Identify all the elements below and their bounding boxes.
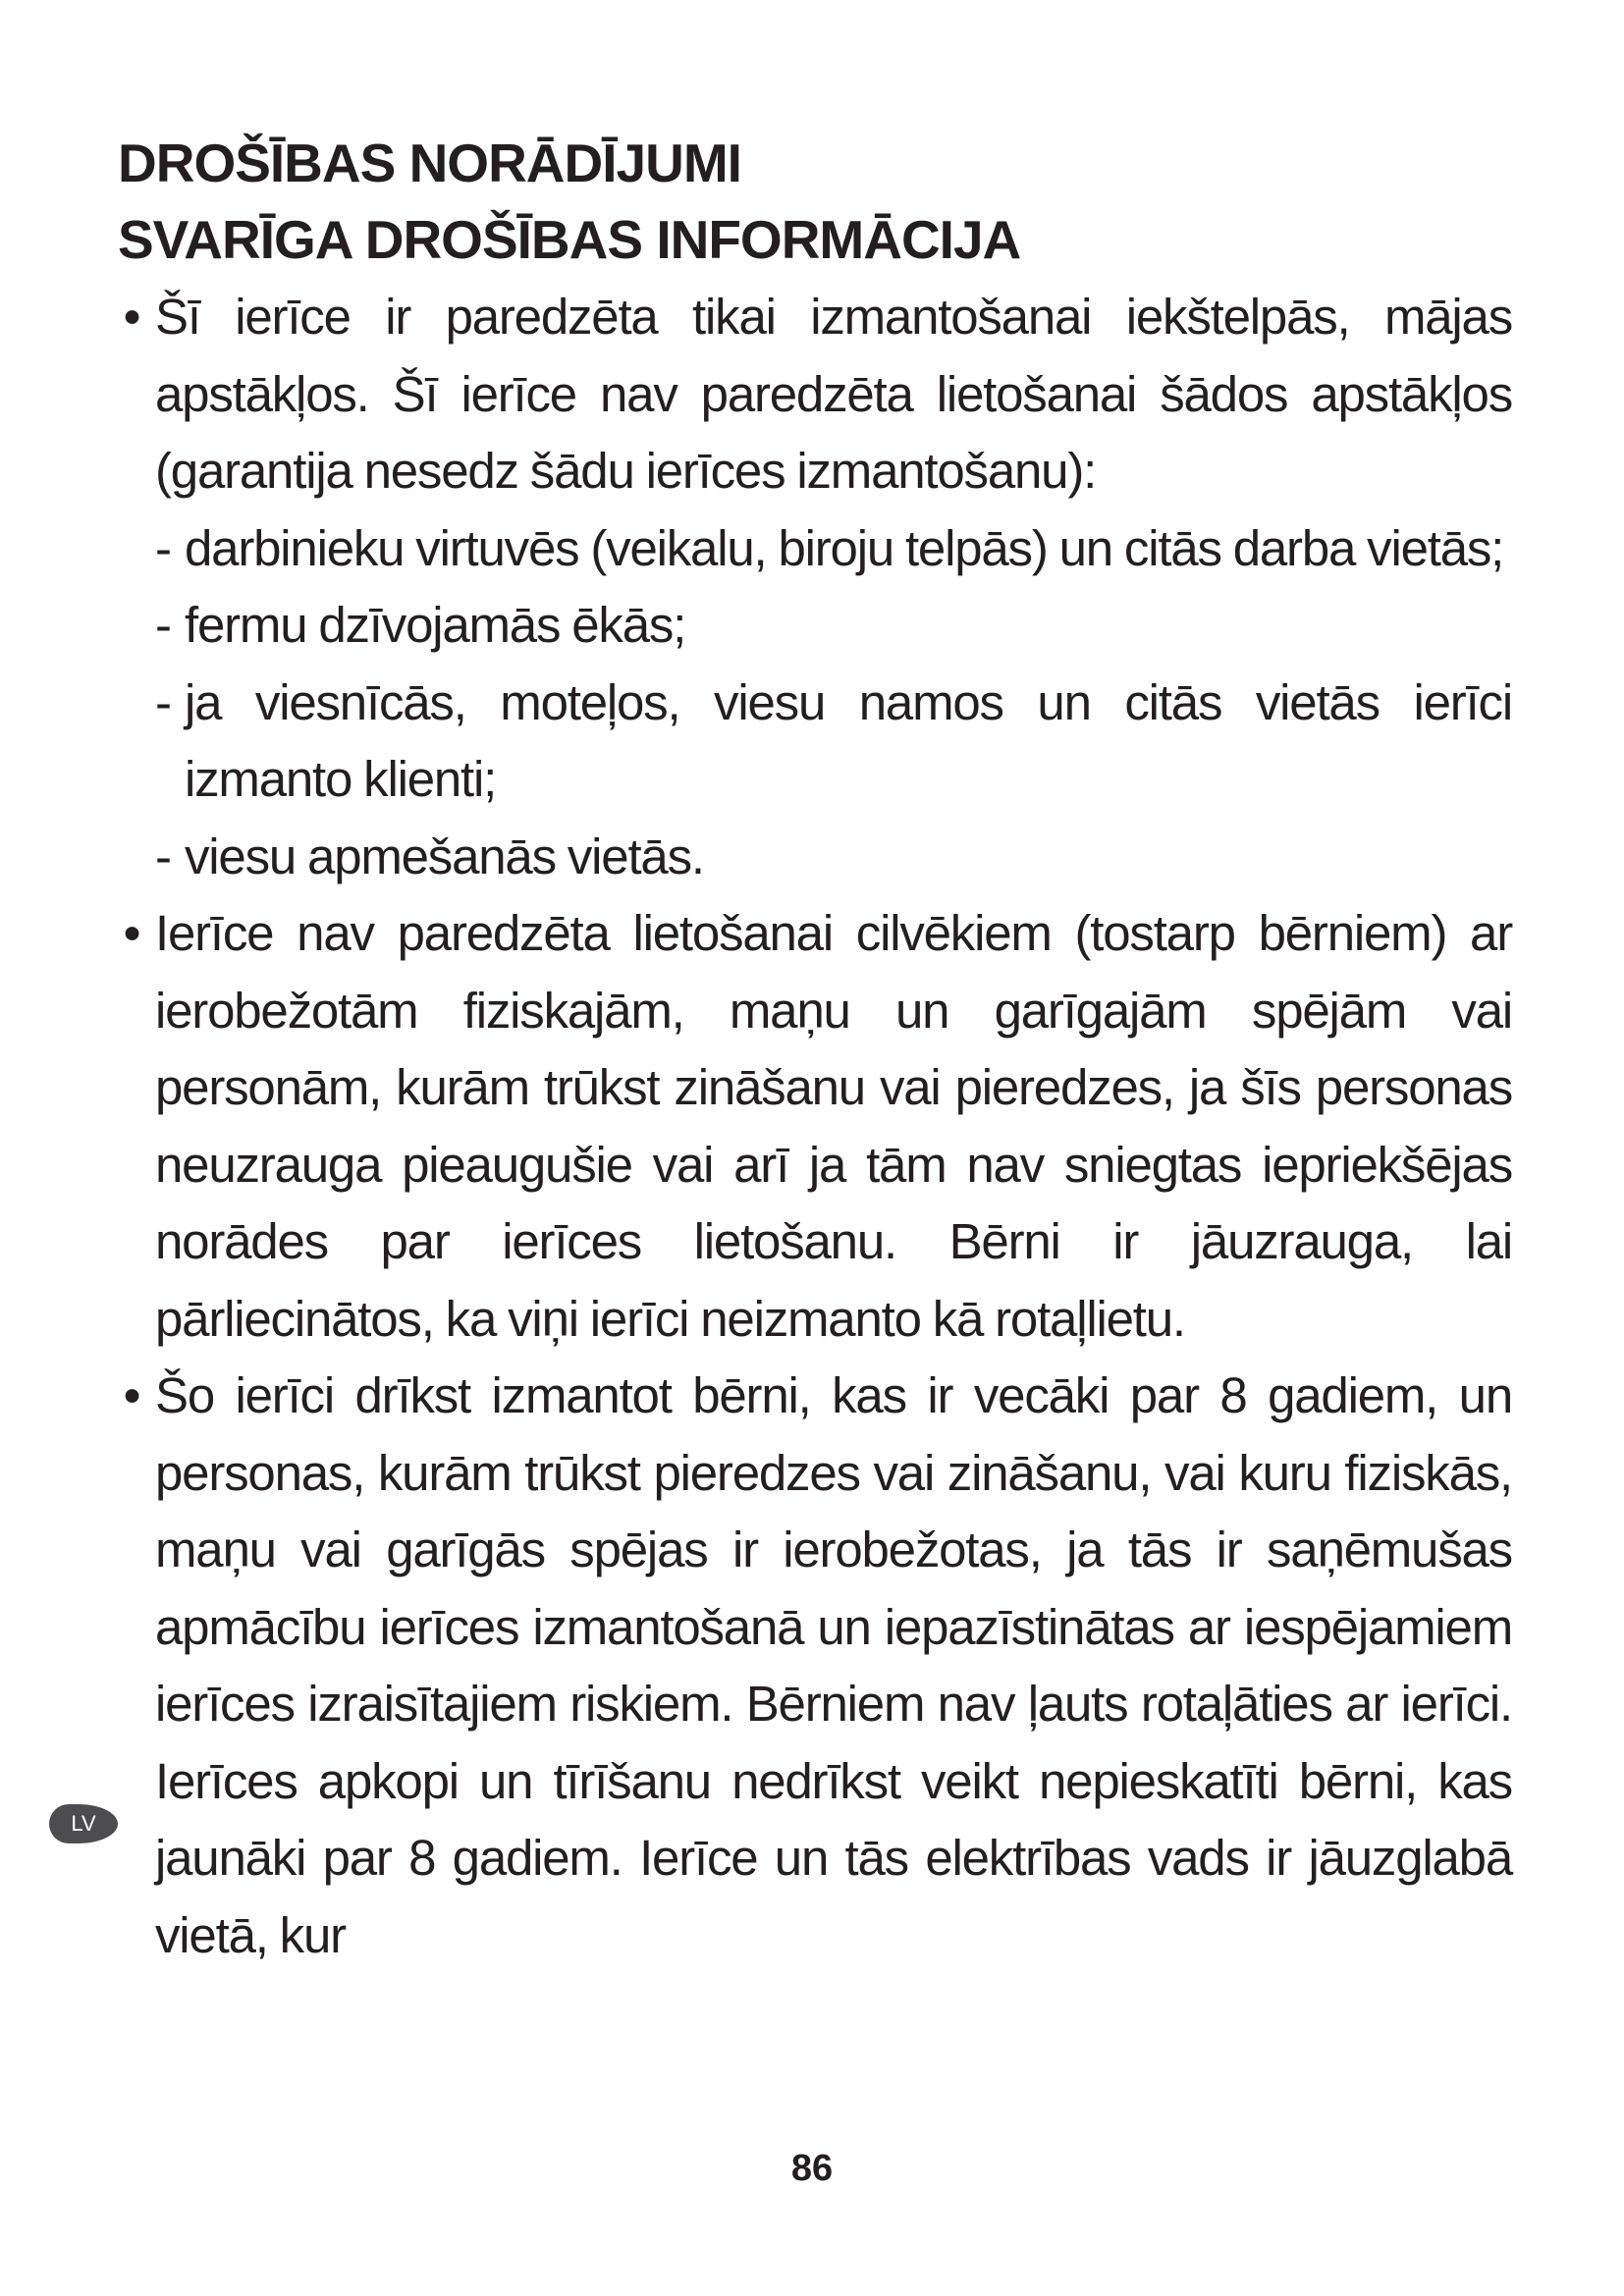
dash-icon: - — [155, 673, 171, 730]
dash-text: darbinieku virtuvēs (veikalu, biroju telpās) un citās darba vietās; — [185, 519, 1504, 576]
bullet-icon: • — [123, 905, 140, 961]
page-number: 86 — [790, 2148, 834, 2189]
dash-text: ja viesnīcās, moteļos, viesu namos un citās vietās ierīci izmanto klienti; — [185, 673, 1512, 807]
bullet-item-children-over-8 — [118, 1358, 1512, 1974]
section-subtitle: SVARĪGA DROŠĪBAS INFORMĀCIJA — [118, 209, 1021, 270]
bullet-icon: • — [123, 1367, 140, 1423]
bullet-icon: • — [123, 289, 140, 345]
dash-text: fermu dzīvojamās ēkās; — [185, 597, 686, 653]
dash-item-staff-kitchens — [118, 510, 1512, 588]
dash-icon: - — [155, 828, 171, 884]
bullet-text: Šī ierīce ir paredzēta tikai izmantošanai iekštelpās, mājas apstākļos. Šī ierīce nav paredzēta lietošanai šādos apstākļos (garantija nesedz šādu ierīces izmantošanu): — [155, 289, 1512, 499]
dash-item-guest-houses — [118, 819, 1512, 896]
bullet-text: Šo ierīci drīkst izmantot bērni, kas ir vecāki par 8 gadiem, un personas, kurām trūkst pieredzes vai zināšanu, vai kuru fiziskās, maņu vai garīgās spējas ir ierobežotas, ja tās ir saņēmušas apmācību ierīces izmantošanā un iepazīstinātas ar iespējamiem ierīces izraisītajiem riskiem. Bērniem nav ļauts rotaļāties ar ierīci. Ierīces apkopi un tīrīšanu nedrīkst veikt nepieskatīti bērni, kas jaunāki par 8 gadiem. Ierīce un tās elektrības vads ir jāuzglabā vietā, kur — [155, 1367, 1512, 1963]
dash-text: viesu apmešanās vietās. — [185, 828, 704, 884]
language-badge: LV — [49, 1804, 118, 1843]
bullet-item-restricted-persons — [118, 895, 1512, 1358]
section-title: DROŠĪBAS NORĀDĪJUMI — [118, 133, 741, 193]
dash-item-farm-houses — [118, 587, 1512, 665]
bullet-item-indoor-use — [118, 279, 1512, 510]
safety-instructions-list — [118, 279, 1512, 1974]
bullet-text: Ierīce nav paredzēta lietošanai cilvēkiem (tostarp bērniem) ar ierobežotām fiziskajām, maņu un garīgajām spējām vai personām, kurām trūkst zināšanu vai pieredzes, ja šīs personas neuzrauga pieaugušie vai arī ja tām nav sniegtas iepriekšējas norādes par ierīces lietošanu. Bērni ir jāuzrauga, lai pārliecinātos, ka viņi ierīci neizmanto kā rotaļlietu. — [155, 905, 1512, 1347]
dash-icon: - — [155, 597, 171, 653]
dash-icon: - — [155, 519, 171, 576]
dash-item-hotels — [118, 665, 1512, 819]
